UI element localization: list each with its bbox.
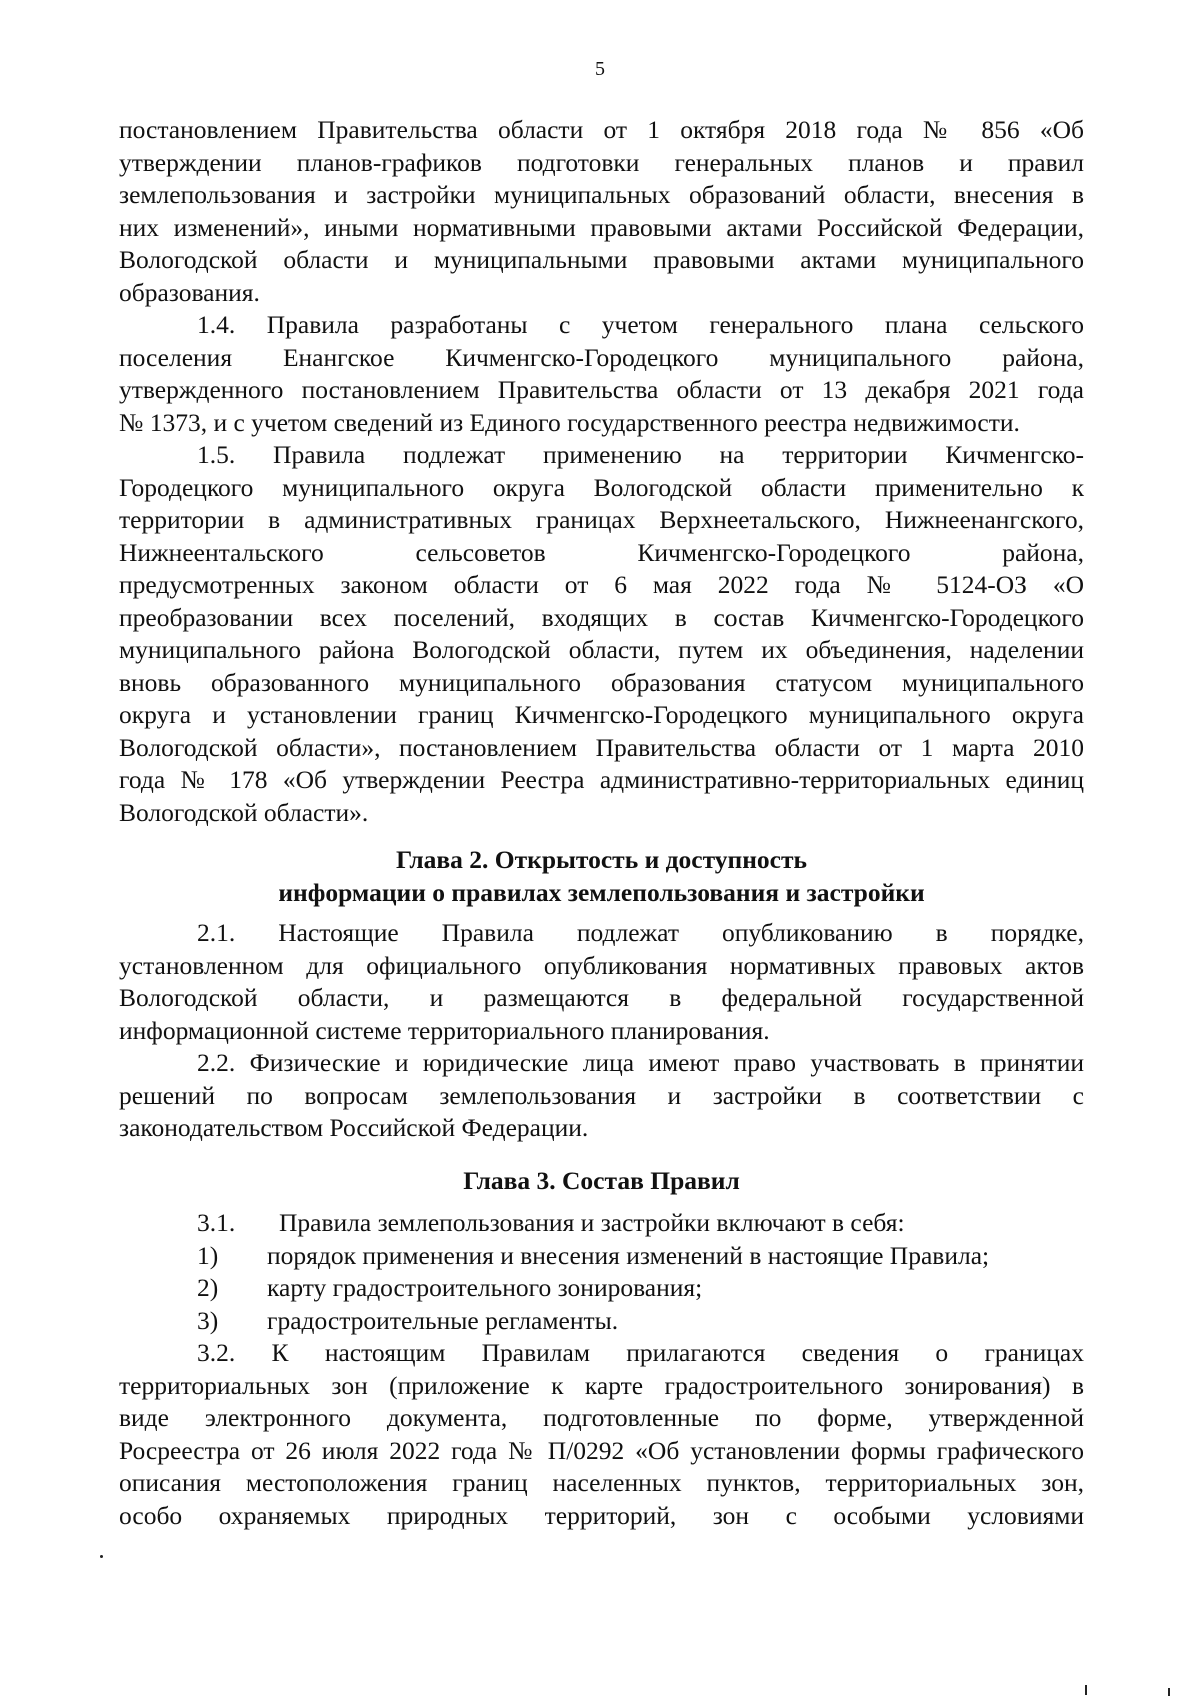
text-line: утвержденного постановлением Правительства области от 13 декабря 2021 года [119, 375, 1084, 404]
text-line: Городецкого муниципального округа Вологодской области применительно к [119, 472, 1084, 502]
paragraph-1-4 [119, 309, 1084, 439]
list-number: 2) [197, 1273, 219, 1302]
text-line: округа и установлении границ Кичменгско-Городецкого муниципального округа [119, 700, 1084, 729]
text-line: Вологодской области». [119, 797, 369, 827]
list-item [119, 1305, 1084, 1338]
text-line: преобразовании всех поселений, входящих в состав Кичменгско-Городецкого [119, 602, 1084, 632]
text-line: информационной системе территориального планирования. [119, 1015, 770, 1045]
text-line: года № 178 «Об утверждении Реестра административно-территориальных единиц [119, 765, 1084, 794]
list-number: 1) [197, 1240, 219, 1270]
text-line: землепользования и застройки муниципальных образований области, внесения в [119, 180, 1084, 209]
text-line: муниципального района Вологодской области, путем их объединения, наделении [119, 635, 1084, 664]
text-line: решений по вопросам землепользования и застройки в соответствии с [119, 1080, 1084, 1110]
list-intro [119, 1207, 1084, 1240]
text-line: Росреестра от 26 июля 2022 года № П/0292 «Об установлении формы графического [119, 1435, 1084, 1465]
list-text: порядок применения и внесения изменений в настоящие Правила; [267, 1240, 990, 1270]
text-line: утверждении планов-графиков подготовки генеральных планов и правил [119, 147, 1084, 177]
text-line: 3.2. К настоящим Правилам прилагаются сведения о границах [197, 1338, 1084, 1367]
chapter-2-heading [119, 844, 1084, 909]
paragraph-1-5 [119, 439, 1084, 829]
text-line: Вологодской области», постановлением Правительства области от 1 марта 2010 [119, 732, 1084, 762]
text-line: Вологодской области и муниципальными правовыми актами муниципального [119, 245, 1084, 274]
list-item [119, 1240, 1084, 1273]
chapter-3-heading: Глава 3. Состав Правил [463, 1165, 740, 1195]
text-line: № 1373, и с учетом сведений из Единого государственного реестра недвижимости. [119, 407, 1020, 437]
list-number: 3.1. [197, 1208, 236, 1237]
scan-dot-artifact [100, 1555, 103, 1558]
text-line: 2.2. Физические и юридические лица имеют право участвовать в принятии [197, 1048, 1084, 1077]
text-line: территориальных зон (приложение к карте градостроительного зонирования) в [119, 1370, 1084, 1400]
list-item [119, 1272, 1084, 1305]
paragraph-2-2 [119, 1047, 1084, 1145]
scan-mark-artifact [1085, 1685, 1087, 1695]
text-line: Вологодской области, и размещаются в федеральной государственной [119, 983, 1084, 1012]
chapter-title-line: Глава 2. Открытость и доступность [395, 845, 808, 874]
scan-mark-artifact [1168, 1688, 1170, 1696]
text-line: Нижнеентальского сельсоветов Кичменгско-Городецкого района, [119, 537, 1084, 567]
text-line: поселения Енангское Кичменгско-Городецкого муниципального района, [119, 342, 1084, 372]
text-line: установленном для официального опубликования нормативных правовых актов [119, 950, 1084, 980]
text-line: виде электронного документа, подготовленные по форме, утвержденной [119, 1403, 1084, 1432]
page-number: 5 [595, 58, 605, 80]
text-line: них изменений», иными нормативными правовыми актами Российской Федерации, [119, 212, 1084, 242]
text-line: законодательством Российской Федерации. [119, 1113, 589, 1142]
text-line: 1.4. Правила разработаны с учетом генерального плана сельского [197, 310, 1084, 339]
list-text: карту градостроительного зонирования; [267, 1273, 703, 1302]
text-line: постановлением Правительства области от 1 октября 2018 года № 856 «Об [119, 115, 1084, 144]
paragraph-2-1 [119, 917, 1084, 1047]
text-line: вновь образованного муниципального образования статусом муниципального [119, 667, 1084, 697]
list-text: градостроительные регламенты. [267, 1305, 619, 1335]
text-line: описания местоположения границ населенных пунктов, территориальных зон, [119, 1468, 1084, 1497]
chapter-title-line: информации о правилах землепользования и застройки [278, 877, 925, 907]
list-text: Правила землепользования и застройки включают в себя: [279, 1208, 905, 1237]
text-line: 2.1. Настоящие Правила подлежат опубликованию в порядке, [197, 918, 1084, 947]
paragraph-1-3-continuation [119, 114, 1084, 309]
document-body [119, 114, 1084, 1532]
text-line: особо охраняемых природных территорий, зон с особыми условиями [119, 1500, 1084, 1530]
paragraph-3-1 [119, 1207, 1084, 1337]
text-line: образования. [119, 277, 260, 307]
text-line: территории в административных границах Верхнеетальского, Нижнеенангского, [119, 505, 1084, 534]
paragraph-3-2 [119, 1337, 1084, 1532]
text-line: предусмотренных законом области от 6 мая 2022 года № 5124-ОЗ «О [119, 570, 1084, 599]
text-line: 1.5. Правила подлежат применению на территории Кичменгско- [197, 440, 1084, 469]
list-number: 3) [197, 1305, 219, 1335]
